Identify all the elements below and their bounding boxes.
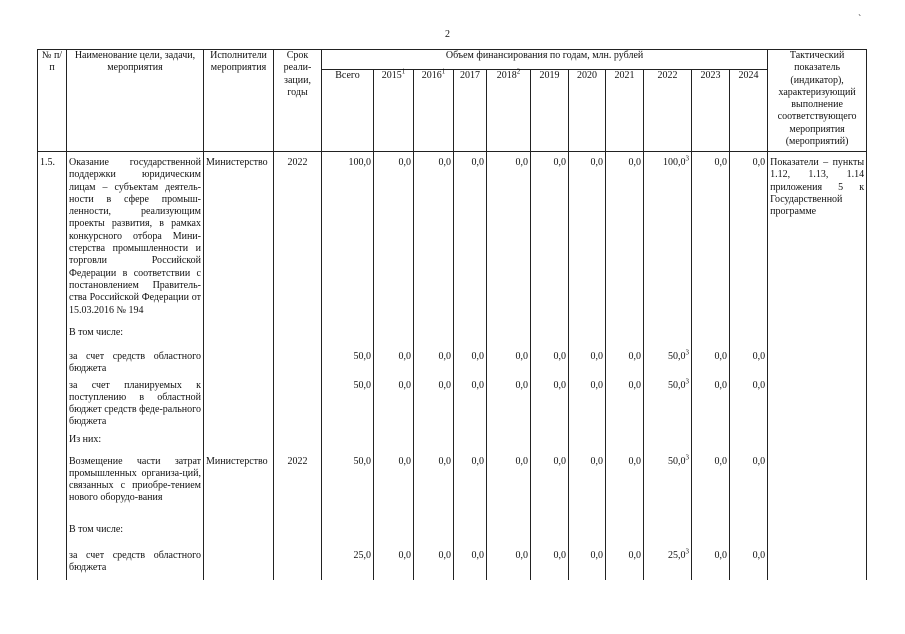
value-cell: 0,0 xyxy=(531,376,569,432)
value-cell: 0,0 xyxy=(454,450,487,516)
value-cell: 50,0 xyxy=(322,376,374,432)
value-cell: 100,0$^3$ xyxy=(644,152,692,322)
row-executor: Министерство xyxy=(204,450,274,516)
page-number: 2 xyxy=(445,29,450,40)
value-cell: 0,0 xyxy=(569,542,606,580)
value-cell: 0,0 xyxy=(374,347,414,376)
year-header: 2019 xyxy=(531,70,569,152)
row-name: за счет средств областного бюджета xyxy=(67,347,204,376)
year-header: 2021 xyxy=(606,70,644,152)
table-row xyxy=(38,321,867,347)
value-cell: 0,0 xyxy=(569,152,606,322)
value-cell: 25,0 xyxy=(322,542,374,580)
value-cell: 50,0$^3$ xyxy=(644,450,692,516)
value-cell: 0,0 xyxy=(531,542,569,580)
value-cell: 0,0 xyxy=(531,450,569,516)
value-cell: 0,0 xyxy=(487,376,531,432)
row-number: 1.5. xyxy=(38,152,67,322)
value-cell: 0,0 xyxy=(730,347,768,376)
row-term: 2022 xyxy=(274,450,322,516)
value-cell: 0,0 xyxy=(606,542,644,580)
value-cell: 0,0 xyxy=(487,152,531,322)
table-row xyxy=(38,432,867,450)
value-cell: 0,0 xyxy=(692,152,730,322)
value-cell: 0,0 xyxy=(414,152,454,322)
value-cell: 0,0 xyxy=(730,450,768,516)
value-cell: 0,0 xyxy=(454,152,487,322)
row-label: В том числе: xyxy=(67,321,204,347)
row-name: Возмещение части затрат промышленных организа-ций, связанных с приобре-тением нового оборудо-вания xyxy=(67,450,204,516)
value-cell: 0,0 xyxy=(692,542,730,580)
value-cell: 0,0 xyxy=(414,347,454,376)
value-cell: 50,0 xyxy=(322,450,374,516)
header-name: Наименование цели, задачи, мероприятия xyxy=(67,50,204,152)
value-cell: 0,0 xyxy=(374,450,414,516)
value-cell: 0,0 xyxy=(414,376,454,432)
value-cell: 0,0 xyxy=(569,376,606,432)
value-cell: 0,0 xyxy=(531,347,569,376)
year-header: 2017 xyxy=(454,70,487,152)
row-name: Оказание государственной поддержки юридическим лицам – субъектам деятель-ности в сфере промыш-ленности, реализующим проекты развития, в рамках конкурсного отбора Мини-стерства промышленности и торговли Российской Федерации в соответствии с постановлением Правитель-ства Российской Федерации от 15.03.2016 № 194 xyxy=(67,152,204,322)
value-cell: 100,0 xyxy=(322,152,374,322)
value-cell: 0,0 xyxy=(454,542,487,580)
value-cell: 0,0 xyxy=(692,450,730,516)
year-header: 2018$^2$ xyxy=(487,70,531,152)
row-label: Из них: xyxy=(67,432,204,450)
value-cell: 0,0 xyxy=(606,376,644,432)
value-cell: 0,0 xyxy=(414,450,454,516)
value-cell: 0,0 xyxy=(569,347,606,376)
value-cell: 0,0 xyxy=(730,542,768,580)
row-name: за счет планируемых к поступлению в областной бюджет средств феде-рального бюджета xyxy=(67,376,204,432)
year-header: 2020 xyxy=(569,70,606,152)
value-cell: 25,0$^3$ xyxy=(644,542,692,580)
row-indicator: Показатели – пункты 1.12, 1.13, 1.14 приложения 5 к Государственной программе xyxy=(768,152,867,322)
value-cell: 0,0 xyxy=(454,376,487,432)
value-cell: 0,0 xyxy=(487,542,531,580)
row-label: В том числе: xyxy=(67,516,204,542)
value-cell: 50,0$^3$ xyxy=(644,347,692,376)
value-cell: 0,0 xyxy=(569,450,606,516)
value-cell: 0,0 xyxy=(454,347,487,376)
value-cell: 0,0 xyxy=(606,152,644,322)
year-header: Всего xyxy=(322,70,374,152)
header-executors: Исполнители мероприятия xyxy=(204,50,274,152)
value-cell: 0,0 xyxy=(487,347,531,376)
value-cell: 50,0$^3$ xyxy=(644,376,692,432)
value-cell: 0,0 xyxy=(374,542,414,580)
header-term: Срок реали-зации, годы xyxy=(274,50,322,152)
table-row xyxy=(38,450,867,516)
header-num: № п/п xyxy=(38,50,67,152)
table-row xyxy=(38,347,867,376)
value-cell: 0,0 xyxy=(374,152,414,322)
financing-table xyxy=(37,49,867,580)
header-financing-group: Объем финансирования по годам, млн. рублей xyxy=(322,50,768,70)
value-cell: 0,0 xyxy=(531,152,569,322)
value-cell: 0,0 xyxy=(414,542,454,580)
value-cell: 0,0 xyxy=(606,347,644,376)
year-header: 2023 xyxy=(692,70,730,152)
year-header: 2024 xyxy=(730,70,768,152)
table-row xyxy=(38,516,867,542)
value-cell: 0,0 xyxy=(374,376,414,432)
table-row xyxy=(38,152,867,322)
row-executor: Министерство xyxy=(204,152,274,322)
year-header: 2015$^1$ xyxy=(374,70,414,152)
value-cell: 0,0 xyxy=(692,347,730,376)
row-name: за счет средств областного бюджета xyxy=(67,542,204,580)
table-row xyxy=(38,542,867,580)
row-term: 2022 xyxy=(274,152,322,322)
corner-mark: ` xyxy=(858,14,862,25)
table-row xyxy=(38,376,867,432)
year-header: 2022 xyxy=(644,70,692,152)
value-cell: 50,0 xyxy=(322,347,374,376)
value-cell: 0,0 xyxy=(692,376,730,432)
value-cell: 0,0 xyxy=(487,450,531,516)
year-header: 2016$^1$ xyxy=(414,70,454,152)
value-cell: 0,0 xyxy=(730,152,768,322)
value-cell: 0,0 xyxy=(606,450,644,516)
header-indicator: Тактический показатель (индикатор), характеризующий выполнение соответствующего мероприятия (мероприятий) xyxy=(768,50,867,152)
value-cell: 0,0 xyxy=(730,376,768,432)
